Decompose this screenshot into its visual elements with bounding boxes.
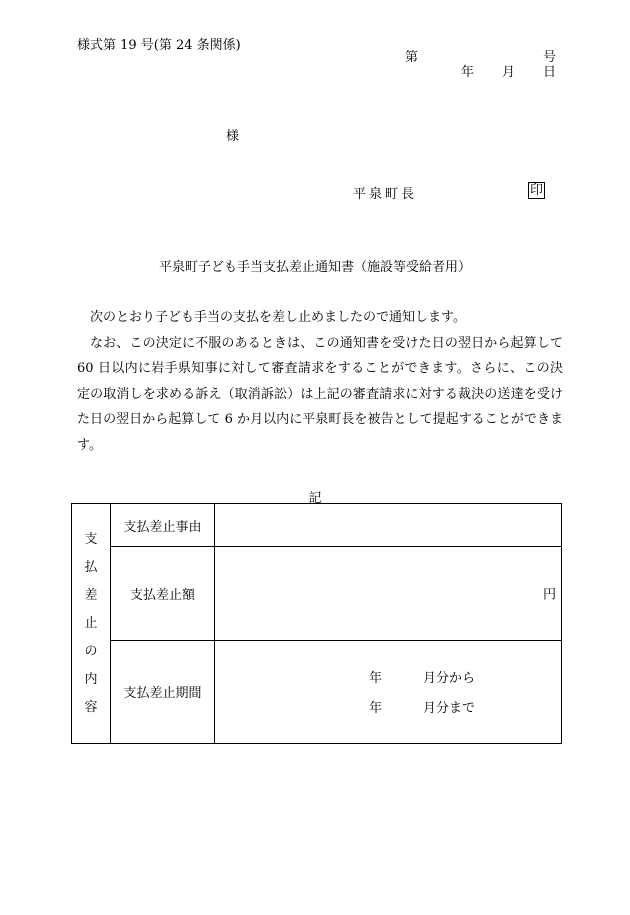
period-from-month: 月分から — [423, 670, 476, 686]
document-number-suffix: 号 — [543, 50, 557, 65]
body-paragraph-1: 次のとおり子ども手当の支払を差し止めましたので通知します。 — [90, 310, 466, 325]
vertical-header-char: 払 — [84, 559, 98, 575]
date-year-label: 年 — [461, 65, 475, 80]
period-to-year: 年 — [369, 700, 383, 716]
vertical-header-char: 支 — [84, 531, 98, 547]
vertical-header-char: 差 — [84, 587, 98, 603]
vertical-header-char: 容 — [84, 699, 98, 715]
vertical-header — [72, 504, 111, 744]
yen-unit: 円 — [542, 587, 556, 603]
period-to-month: 月分まで — [423, 700, 476, 716]
document-title: 平泉町子ども手当支払差止通知書（施設等受給者用） — [158, 260, 471, 275]
content-table — [71, 503, 562, 744]
document-number-prefix: 第 — [405, 50, 419, 65]
ki-heading: 記 — [308, 491, 322, 506]
issuer-name: 平泉町長 — [353, 187, 418, 202]
amount-label: 支払差止額 — [111, 547, 215, 640]
reason-label: 支払差止事由 — [111, 504, 215, 547]
body-text — [77, 305, 563, 458]
form-number: 様式第 19 号(第 24 条関係) — [77, 38, 241, 53]
recipient-honorific: 様 — [226, 129, 240, 144]
vertical-header-char: 止 — [84, 615, 98, 631]
date-month-label: 月 — [502, 65, 516, 80]
reason-value-field[interactable] — [215, 504, 562, 547]
period-value-field[interactable] — [215, 640, 562, 743]
body-paragraph-2: なお、この決定に不服のあるときは、この通知書を受けた日の翌日から起算して 60 日以内に岩手県知事に対して審査請求をすることができます。さらに、この決定の取消しを求める訴え（取消訴訟）は上記の審査請求に対する裁決の送達を受けた日の翌日から起算して 6 か月以内に平泉町長を被告として提起することができます。 — [77, 335, 563, 453]
seal-icon: 印 — [530, 183, 544, 198]
period-label: 支払差止期間 — [111, 640, 215, 743]
vertical-header-char: の — [84, 643, 98, 659]
period-from-year: 年 — [369, 670, 383, 686]
date-day-label: 日 — [543, 65, 557, 80]
amount-value-field[interactable] — [215, 547, 562, 640]
vertical-header-char: 内 — [84, 671, 98, 687]
